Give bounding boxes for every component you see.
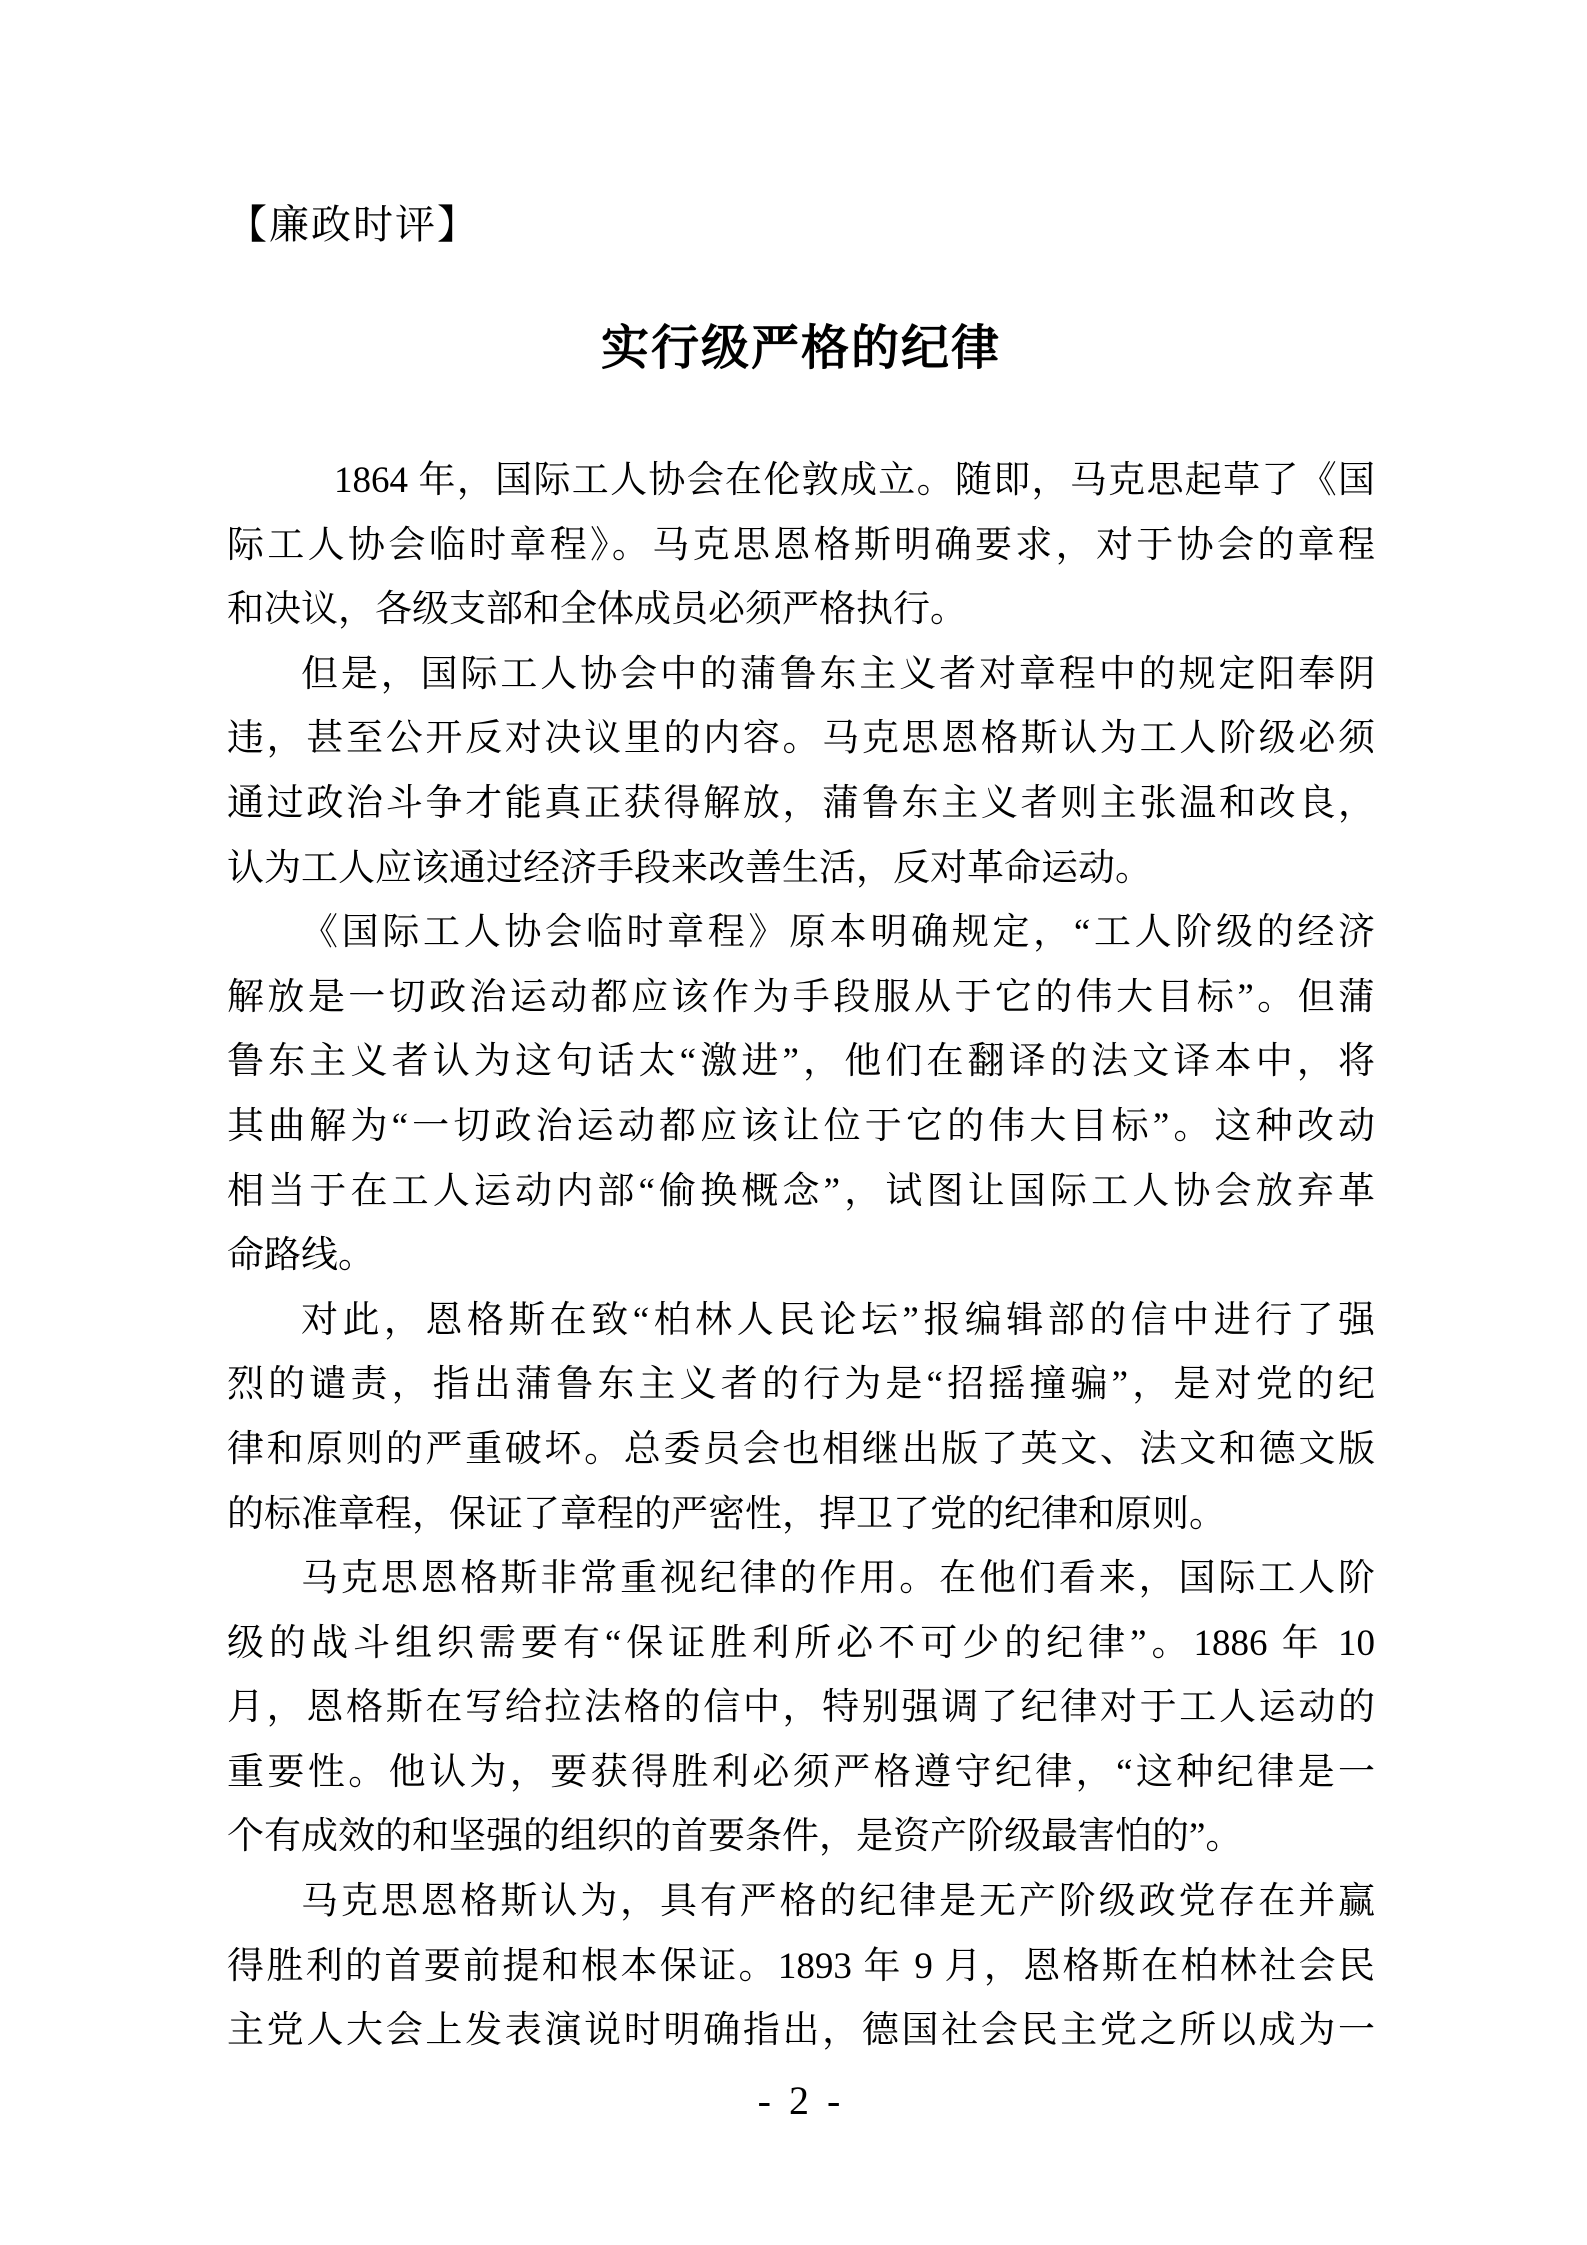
paragraph <box>227 643 1375 901</box>
paragraph <box>227 901 1375 1289</box>
body-line: 其曲解为“一切政治运动都应该让位于它的伟大目标”。这种改动 <box>227 1105 1375 1147</box>
body-line: 1864 年，国际工人协会在伦敦成立。随即，马克思起草了《国 <box>334 460 1375 501</box>
body-line: 和决议，各级支部和全体成员必须严格执行。 <box>227 589 967 631</box>
body-line: 《国际工人协会临时章程》原本明确规定，“工人阶级的经济 <box>301 912 1375 954</box>
body-line: 马克思恩格斯认为，具有严格的纪律是无产阶级政党存在并赢 <box>301 1881 1375 1923</box>
paragraph <box>227 1547 1375 1870</box>
body-line: 个有成效的和坚强的组织的首要条件，是资产阶级最害怕的”。 <box>227 1816 1243 1858</box>
body-line: 主党人大会上发表演说时明确指出，德国社会民主党之所以成为一 <box>227 2010 1375 2052</box>
body-line: 通过政治斗争才能真正获得解放，蒲鲁东主义者则主张温和改良， <box>227 782 1375 824</box>
section-header: 【廉政时评】 <box>227 202 479 247</box>
body-line: 但是，国际工人协会中的蒲鲁东主义者对章程中的规定阳奉阴 <box>301 653 1375 695</box>
body-line: 的标准章程，保证了章程的严密性，捍卫了党的纪律和原则。 <box>227 1493 1226 1535</box>
body-line: 解放是一切政治运动都应该作为手段服从于它的伟大目标”。但蒲 <box>227 976 1375 1018</box>
body-line: 违，甚至公开反对决议里的内容。马克思恩格斯认为工人阶级必须 <box>227 718 1375 760</box>
page-number: - 2 - <box>757 2078 845 2123</box>
body-line: 命路线。 <box>227 1235 375 1277</box>
body-line: 对此，恩格斯在致“柏林人民论坛”报编辑部的信中进行了强 <box>301 1299 1375 1341</box>
body-line: 马克思恩格斯非常重视纪律的作用。在他们看来，国际工人阶 <box>301 1558 1375 1600</box>
body-line: 月，恩格斯在写给拉法格的信中，特别强调了纪律对于工人运动的 <box>227 1687 1375 1729</box>
page-title: 实行级严格的纪律 <box>600 322 1001 375</box>
body-line: 相当于在工人运动内部“偷换概念”，试图让国际工人协会放弃革 <box>227 1170 1375 1212</box>
body-line: 律和原则的严重破坏。总委员会也相继出版了英文、法文和德文版 <box>227 1428 1375 1470</box>
paragraph <box>227 1870 1375 2064</box>
body-line: 级的战斗组织需要有“保证胜利所必不可少的纪律”。1886 年 10 <box>227 1622 1375 1664</box>
body-line: 鲁东主义者认为这句话太“激进”，他们在翻译的法文译本中，将 <box>227 1041 1375 1083</box>
body-line: 烈的谴责，指出蒲鲁东主义者的行为是“招摇撞骗”，是对党的纪 <box>227 1364 1375 1406</box>
body-line: 认为工人应该通过经济手段来改善生活，反对革命运动。 <box>227 847 1152 889</box>
body-line: 重要性。他认为，要获得胜利必须严格遵守纪律，“这种纪律是一 <box>227 1751 1375 1793</box>
paragraph <box>227 1289 1375 1547</box>
body-line: 得胜利的首要前提和根本保证。1893 年 9 月，恩格斯在柏林社会民 <box>227 1945 1375 1987</box>
body-text <box>227 449 1375 2064</box>
paragraph <box>227 449 1375 643</box>
body-line: 际工人协会临时章程》。马克思恩格斯明确要求，对于协会的章程 <box>227 524 1375 566</box>
